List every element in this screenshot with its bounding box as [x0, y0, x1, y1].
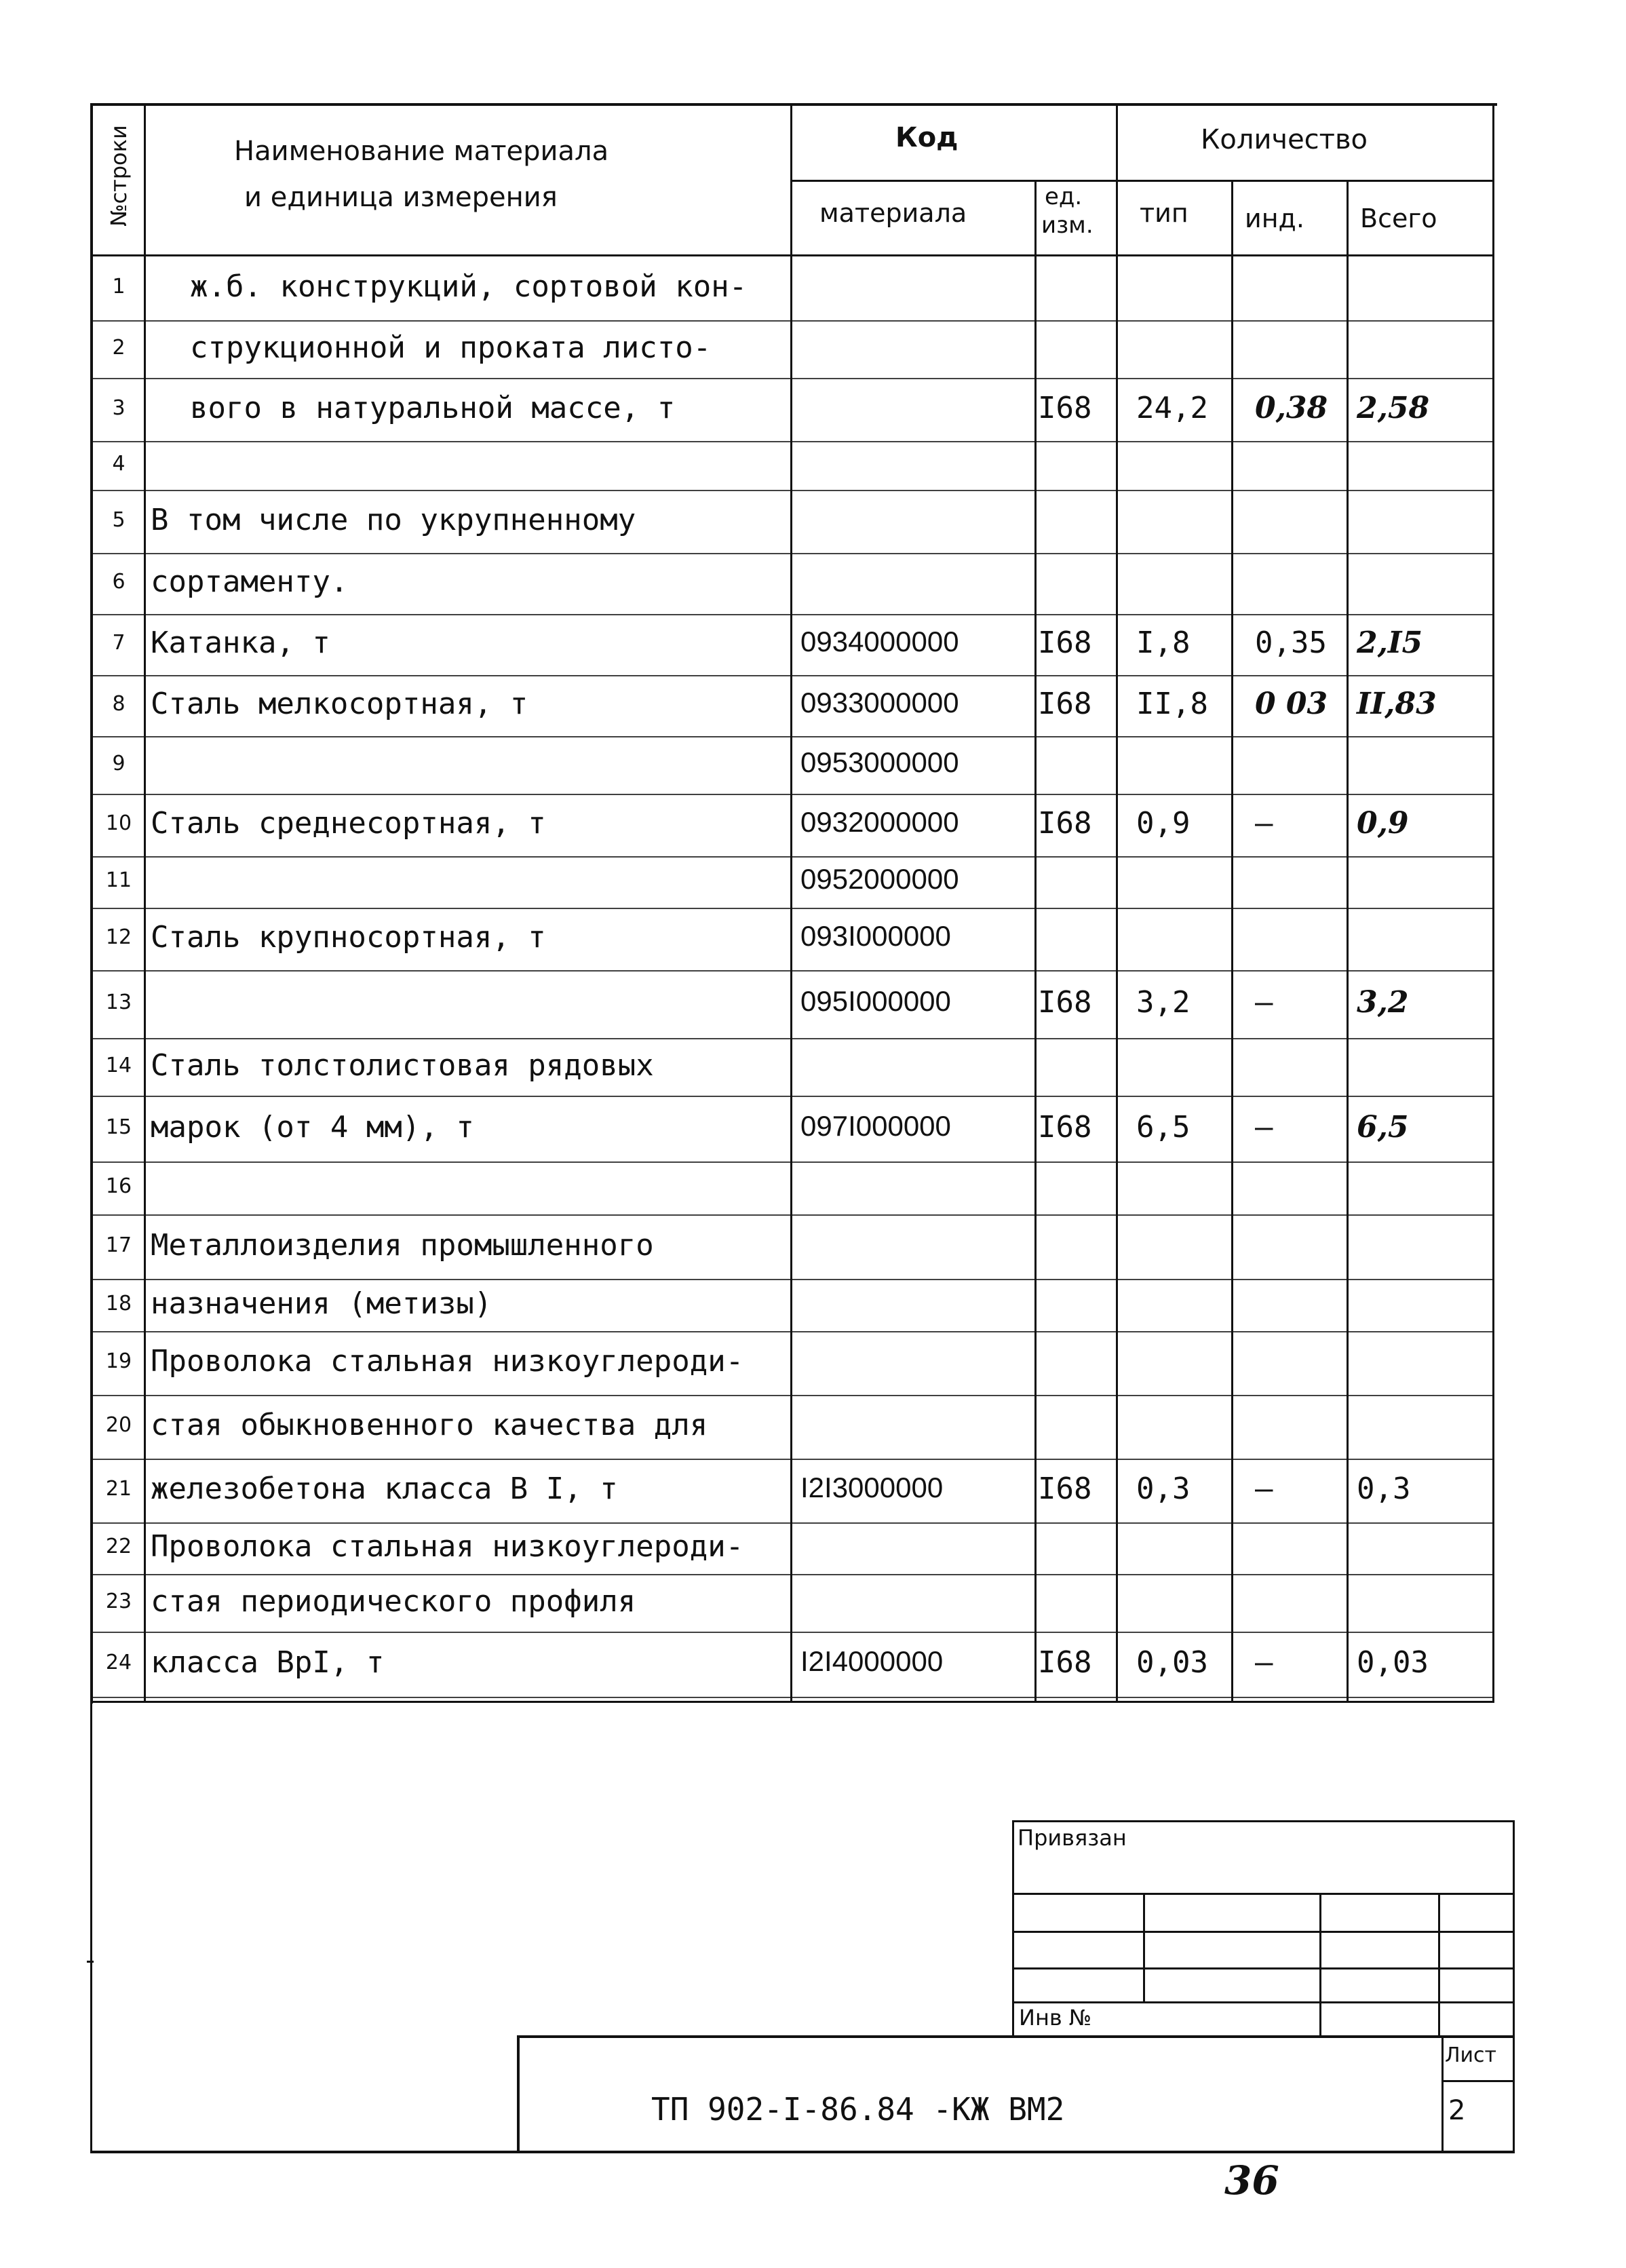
row-name: Проволока стальная низкоуглероди-: [151, 1529, 744, 1564]
row-number: 21: [105, 1477, 132, 1501]
row-separator: [90, 736, 1494, 737]
stamp-privyazan: Привязан: [1018, 1825, 1127, 1851]
row-separator: [90, 1632, 1494, 1633]
row-separator: [90, 441, 1494, 442]
header-code-material: материала: [819, 198, 967, 228]
row-qty-total: 3,2: [1357, 985, 1409, 1020]
row-qty-total: 6,5: [1357, 1109, 1409, 1145]
row-number: 18: [105, 1291, 132, 1315]
row-number: 12: [105, 925, 132, 949]
table-bottom: [90, 1701, 1494, 1703]
title-block-left: [517, 2035, 520, 2153]
row-separator: [90, 1096, 1494, 1097]
row-qty-ind: 0 03: [1255, 687, 1328, 721]
row-qty-total: 2,58: [1357, 390, 1430, 425]
row-separator: [90, 1214, 1494, 1216]
header-qty-total: Всего: [1360, 204, 1437, 233]
row-number: 20: [105, 1413, 132, 1437]
row-qty-ind: –: [1255, 1109, 1273, 1145]
frame-left-lower: [90, 1701, 92, 2152]
row-number: 19: [105, 1349, 132, 1373]
row-name: Проволока стальная низкоуглероди-: [151, 1344, 744, 1379]
row-material-code: 0933000000: [800, 687, 959, 718]
row-qty-total: 0,3: [1357, 1472, 1411, 1506]
row-name: стая обыкновенного качества для: [151, 1408, 708, 1442]
row-qty-total: 2,I5: [1357, 626, 1423, 660]
header-name-line1: Наименование материала: [234, 136, 609, 167]
row-separator: [90, 1395, 1494, 1396]
col-divider-ind: [1347, 180, 1349, 1701]
row-number: 1: [112, 275, 125, 299]
row-name: железобетона класса В I, т: [151, 1472, 618, 1506]
row-separator: [90, 1331, 1494, 1332]
row-separator: [90, 1697, 1494, 1698]
row-separator: [90, 490, 1494, 491]
row-number: 22: [105, 1535, 132, 1558]
stamp-vdiv-3: [1438, 1893, 1440, 2037]
row-name: Металлоизделия промышленного: [151, 1227, 654, 1263]
col-divider-unit: [1116, 103, 1118, 1701]
row-qty-type: 0,9: [1136, 806, 1191, 841]
row-qty-type: II,8: [1136, 687, 1208, 721]
document-code: ТП 902-I-86.84 -КЖ ВМ2: [651, 2091, 1065, 2128]
stamp-top: [1012, 1820, 1514, 1822]
header-bottom: [90, 254, 1494, 256]
row-qty-ind: 0,35: [1255, 626, 1327, 660]
row-unit: I68: [1038, 1109, 1092, 1145]
row-name: В том числе по укрупненному: [151, 502, 636, 537]
row-qty-ind: –: [1255, 1645, 1273, 1680]
row-separator: [90, 378, 1494, 379]
row-number: 16: [105, 1174, 132, 1198]
row-qty-ind: –: [1255, 985, 1273, 1020]
row-number: 3: [112, 396, 125, 420]
row-name: Сталь среднесортная, т: [151, 806, 546, 841]
stamp-left: [1012, 1820, 1014, 2037]
row-name: Катанка, т: [151, 626, 330, 660]
row-name: стая периодического профиля: [151, 1583, 636, 1619]
row-name: Сталь мелкосортная, т: [151, 687, 528, 721]
header-code-unit-1: ед.: [1045, 183, 1083, 210]
row-material-code: 095I000000: [800, 985, 951, 1017]
row-unit: I68: [1038, 985, 1092, 1020]
row-name: класса ВрI, т: [151, 1645, 385, 1680]
row-separator: [90, 1459, 1494, 1460]
row-name: назначения (метизы): [151, 1286, 492, 1321]
col-divider-type: [1231, 180, 1233, 1701]
header-code-unit-2: изм.: [1041, 212, 1093, 239]
row-qty-ind: –: [1255, 806, 1273, 841]
col-divider-code: [1034, 180, 1037, 1701]
row-number: 8: [112, 692, 125, 716]
row-separator: [90, 1574, 1494, 1575]
row-material-code: 0934000000: [800, 626, 959, 657]
sheet-label: Лист: [1445, 2043, 1497, 2067]
row-name: Сталь крупносортная, т: [151, 920, 546, 955]
row-number: 24: [105, 1651, 132, 1674]
row-qty-type: 3,2: [1136, 985, 1191, 1020]
row-separator: [90, 970, 1494, 972]
row-number: 13: [105, 991, 132, 1014]
row-number: 23: [105, 1589, 132, 1613]
row-separator: [90, 675, 1494, 676]
row-number: 4: [112, 452, 125, 476]
row-number: 6: [112, 570, 125, 594]
title-sheet-divider: [1441, 2035, 1444, 2153]
row-separator: [90, 1161, 1494, 1163]
row-separator: [90, 1038, 1494, 1039]
header-code: Код: [895, 122, 959, 153]
row-qty-total: II,83: [1357, 687, 1437, 721]
row-material-code: 0952000000: [800, 863, 959, 895]
row-material-code: 0932000000: [800, 806, 959, 838]
row-separator: [90, 320, 1494, 322]
sheet-number: 2: [1448, 2095, 1466, 2126]
title-block-bottom: [90, 2151, 1515, 2153]
row-number: 15: [105, 1115, 132, 1139]
row-name: сортаменту.: [151, 564, 349, 599]
header-row-number: №строки: [106, 125, 132, 227]
row-separator: [90, 856, 1494, 858]
row-number: 11: [105, 868, 132, 892]
row-separator: [90, 908, 1494, 909]
row-unit: I68: [1038, 1645, 1092, 1680]
row-qty-type: 0,03: [1136, 1645, 1208, 1680]
row-qty-ind: –: [1255, 1472, 1273, 1506]
row-separator: [90, 794, 1494, 795]
row-material-code: I2I3000000: [800, 1472, 944, 1503]
row-qty-ind: 0,38: [1255, 390, 1328, 425]
row-material-code: 093I000000: [800, 920, 951, 952]
row-name: ж.б. конструкций, сортовой кон-: [190, 269, 748, 304]
row-name: марок (от 4 мм), т: [151, 1109, 474, 1145]
row-name: вого в натуральной массе, т: [190, 390, 676, 425]
row-qty-type: 0,3: [1136, 1472, 1191, 1506]
stamp-vdiv-2: [1319, 1893, 1321, 2037]
row-name: струкционной и проката листо-: [190, 330, 712, 365]
table-right-border: [1492, 103, 1494, 1701]
col-divider-name: [790, 103, 792, 1701]
row-number: 9: [112, 751, 125, 775]
page-number: 36: [1224, 2157, 1279, 2204]
row-unit: I68: [1038, 390, 1092, 425]
row-separator: [90, 614, 1494, 615]
title-block-top: [517, 2035, 1514, 2038]
row-material-code: 0953000000: [800, 746, 959, 778]
row-name: Сталь толстолистовая рядовых: [151, 1047, 654, 1083]
row-qty-type: 24,2: [1136, 390, 1208, 425]
header-quantity: Количество: [1201, 124, 1368, 155]
row-number: 14: [105, 1053, 132, 1077]
header-qty-type: тип: [1140, 198, 1188, 228]
row-unit: I68: [1038, 1472, 1092, 1506]
row-number: 17: [105, 1233, 132, 1257]
row-unit: I68: [1038, 806, 1092, 841]
stamp-vdiv-1: [1143, 1893, 1145, 2001]
row-separator: [90, 1522, 1494, 1524]
header-subdivider: [790, 180, 1494, 182]
header-qty-ind: инд.: [1245, 204, 1304, 233]
stamp-inv-no: Инв №: [1019, 2005, 1092, 2031]
stamp-right: [1513, 1820, 1515, 2153]
row-material-code: I2I4000000: [800, 1645, 944, 1677]
title-sheet-mid: [1441, 2080, 1513, 2082]
col-divider-rownum: [144, 103, 146, 1701]
row-separator: [90, 1279, 1494, 1280]
row-qty-type: 6,5: [1136, 1109, 1191, 1145]
row-unit: I68: [1038, 626, 1092, 660]
row-unit: I68: [1038, 687, 1092, 721]
row-number: 10: [105, 811, 132, 835]
header-name-line2: и единица измерения: [244, 182, 558, 213]
row-number: 7: [112, 631, 125, 655]
row-qty-total: 0,03: [1357, 1645, 1429, 1680]
row-separator: [90, 553, 1494, 554]
row-number: 2: [112, 335, 125, 360]
row-qty-type: I,8: [1136, 626, 1191, 660]
row-number: 5: [112, 507, 125, 532]
row-material-code: 097I000000: [800, 1109, 951, 1142]
row-qty-total: 0,9: [1357, 806, 1409, 841]
